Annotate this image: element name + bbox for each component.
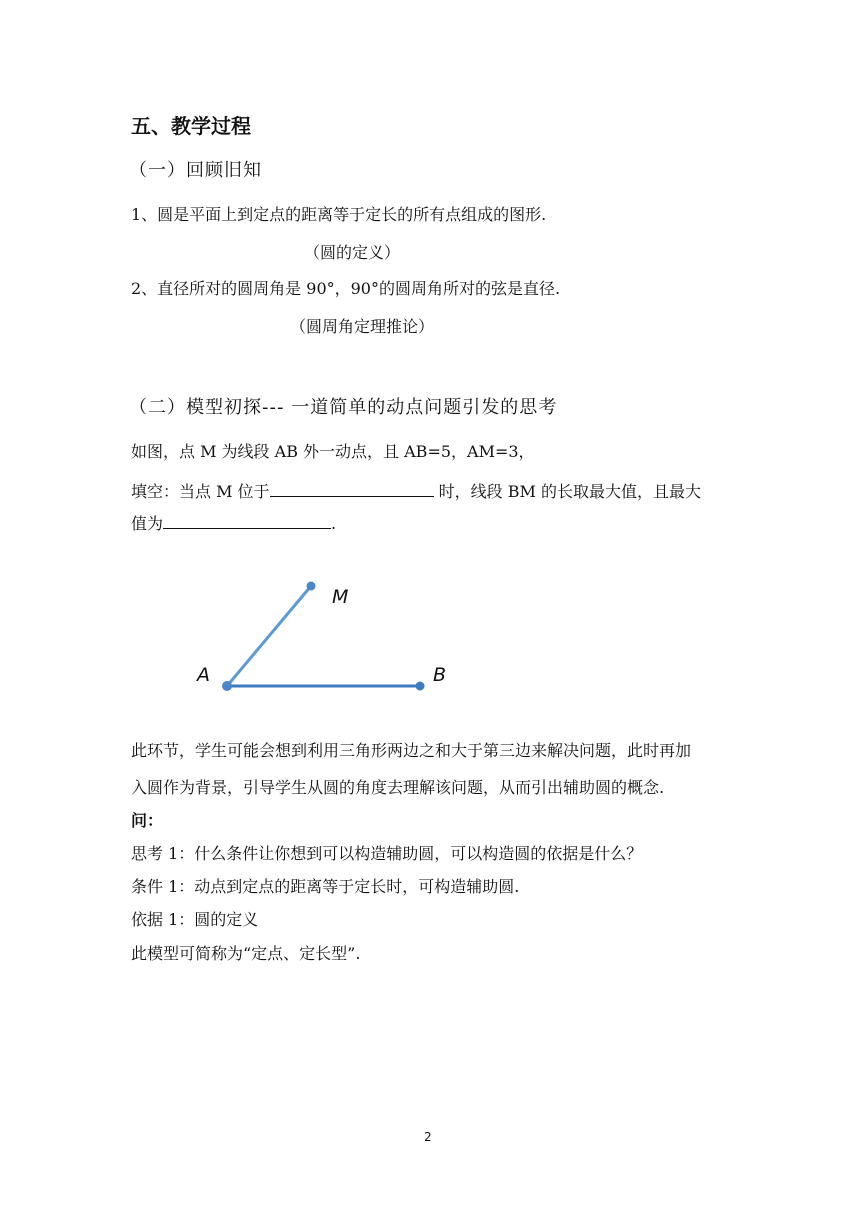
section-heading: 五、教学过程 <box>131 114 251 138</box>
review-note-1: （圆的定义） <box>304 243 401 262</box>
fill-line2-suffix: . <box>331 514 337 533</box>
label-m: M <box>332 586 349 608</box>
subsection-title-review: （一）回顾旧知 <box>129 160 262 181</box>
point-a <box>222 681 232 691</box>
segment-am <box>227 586 311 686</box>
ask-label: 问： <box>131 811 164 830</box>
condition-1: 条件 1：动点到定点的距离等于定长时，可构造辅助圆. <box>131 877 520 896</box>
point-b <box>416 682 425 691</box>
label-b: B <box>433 664 447 686</box>
subsection-title-model: （二）模型初探--- 一道简单的动点问题引发的思考 <box>129 397 558 418</box>
think-1: 思考 1：什么条件让你想到可以构造辅助圆，可以构造圆的依据是什么？ <box>131 844 643 863</box>
basis-1: 依据 1：圆的定义 <box>131 910 259 929</box>
point-m <box>307 582 316 591</box>
review-item-1: 1、圆是平面上到定点的距离等于定长的所有点组成的图形. <box>131 205 547 224</box>
fill-line2-prefix: 值为 <box>131 514 164 533</box>
fill-prefix: 填空：当点 M 位于 <box>131 482 270 501</box>
page-number: 2 <box>424 1130 432 1144</box>
discussion-para-1: 此环节，学生可能会想到利用三角形两边之和大于第三边来解决问题，此时再加 <box>131 741 692 760</box>
review-note-2: （圆周角定理推论） <box>290 317 435 336</box>
review-item-2: 2、直径所对的圆周角是 90°，90°的圆周角所对的弦是直径. <box>131 279 561 298</box>
problem-statement: 如图，点 M 为线段 AB 外一动点，且 AB=5，AM=3， <box>131 442 535 461</box>
fill-middle: 时，线段 BM 的长取最大值，且最大 <box>433 482 701 501</box>
label-a: A <box>197 664 210 686</box>
model-name: 此模型可简称为“定点、定长型”. <box>131 944 361 963</box>
discussion-para-2: 入圆作为背景，引导学生从圆的角度去理解该问题，从而引出辅助圆的概念. <box>131 778 665 797</box>
